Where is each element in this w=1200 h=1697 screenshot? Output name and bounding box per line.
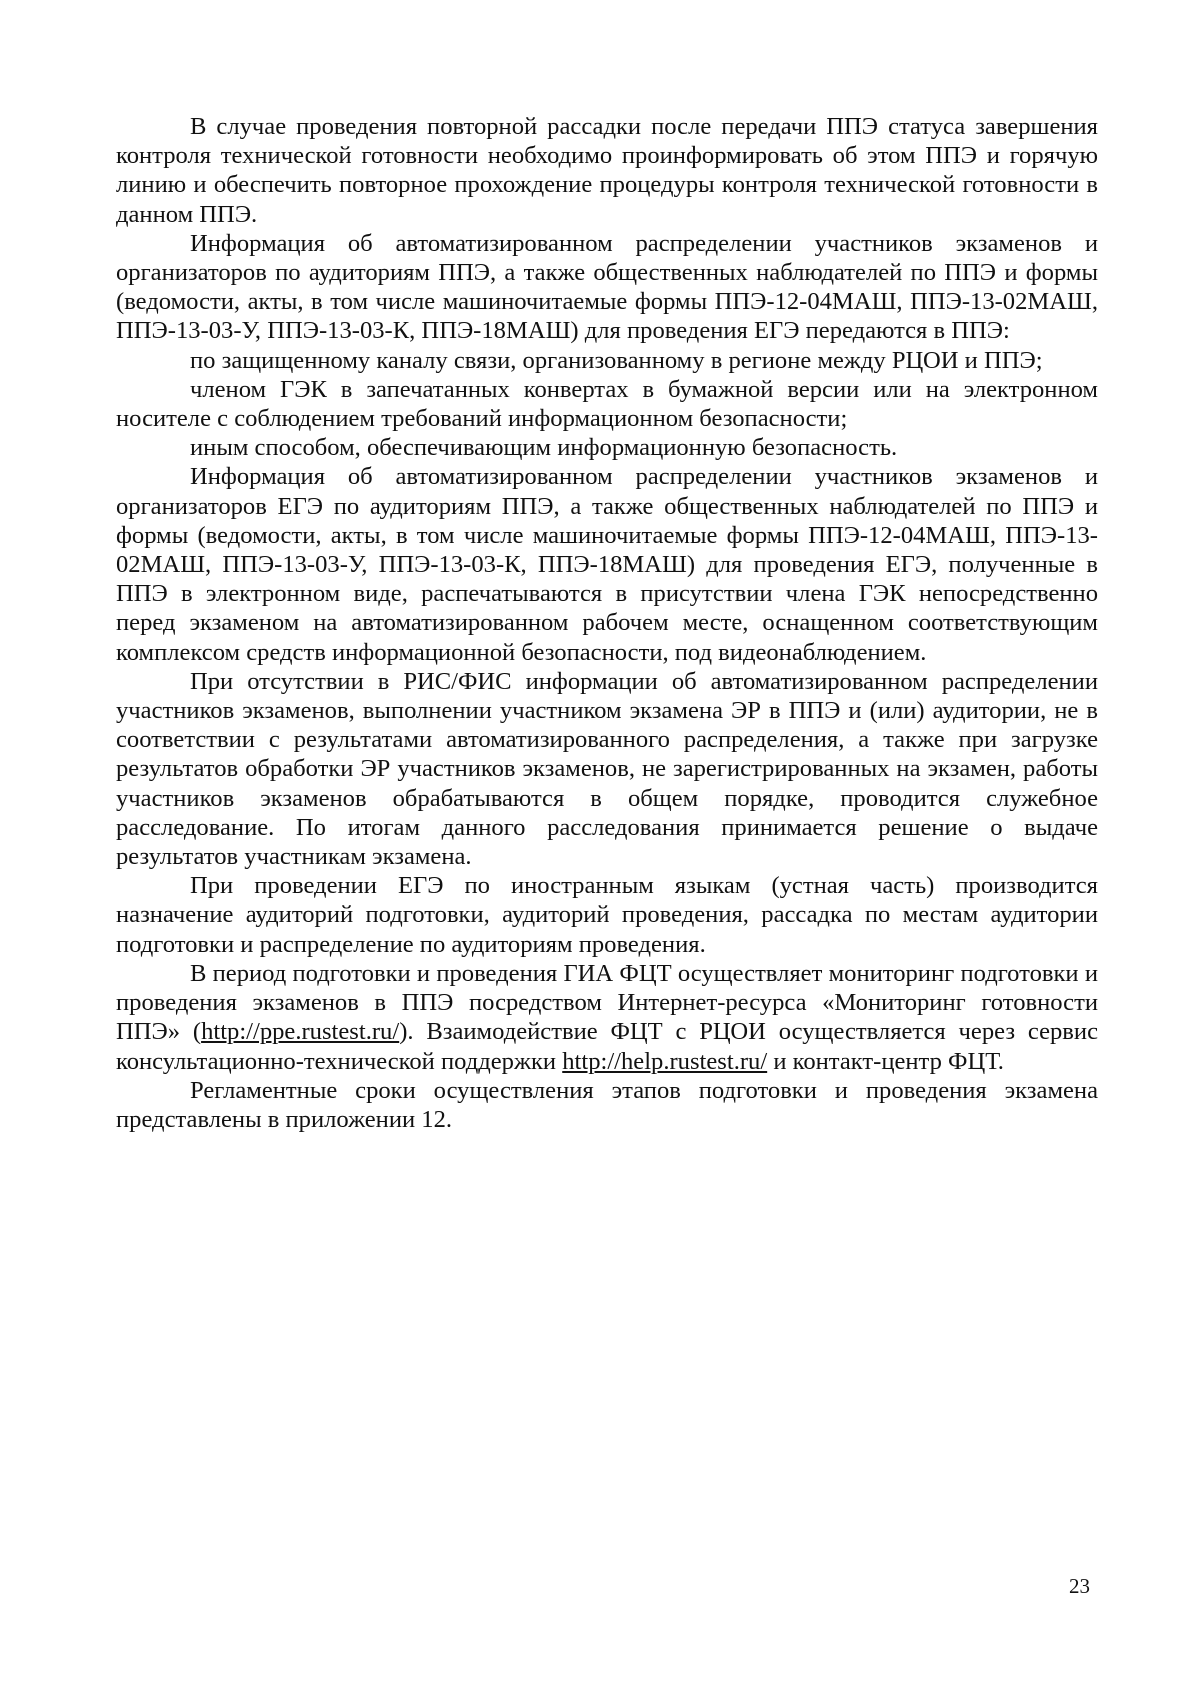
document-body	[116, 112, 1098, 1134]
paragraph-distribution-info: Информация об автоматизированном распределении участников экзаменов и организаторов по аудиториям ППЭ, а также общественных наблюдателей по ППЭ и формы (ведомости, акты, в том числе машиночитаемые формы ППЭ-12-04МАШ, ППЭ-13-02МАШ, ППЭ-13-03-У, ППЭ-13-03-К, ППЭ-18МАШ) для проведения ЕГЭ передаются в ППЭ:	[116, 229, 1098, 345]
paragraph-deadlines: Регламентные сроки осуществления этапов подготовки и проведения экзамена представлены в приложении 12.	[116, 1076, 1098, 1133]
paragraph-printing-forms: Информация об автоматизированном распределении участников экзаменов и организаторов ЕГЭ по аудиториям ППЭ, а также общественных наблюдателей по ППЭ и формы (ведомости, акты, в том числе машиночитаемые формы ППЭ-12-04МАШ, ППЭ-13-02МАШ, ППЭ-13-03-У, ППЭ-13-03-К, ППЭ-18МАШ) для проведения ЕГЭ, полученные в ППЭ в электронном виде, распечатываются в присутствии члена ГЭК непосредственно перед экзаменом на автоматизированном рабочем месте, оснащенном соответствующим комплексом средств информационной безопасности, под видеонаблюдением.	[116, 463, 1098, 666]
paragraph-secure-channel: по защищенному каналу связи, организованному в регионе между РЦОИ и ППЭ;	[190, 346, 1043, 374]
monitoring-text-2: ). Взаимодействие ФЦТ с РЦОИ осуществляется через сервис консультационно-технической поддержки	[116, 1018, 1098, 1075]
ppe-rustest-link[interactable]: http://ppe.rustest.ru/	[201, 1018, 400, 1046]
paragraph-other-method: иным способом, обеспечивающим информационную безопасность.	[190, 434, 898, 462]
monitoring-text-1: В период подготовки и проведения ГИА ФЦТ осуществляет мониторинг подготовки и проведения экзаменов в ППЭ посредством Интернет-ресурса «Мониторинг готовности ППЭ» (	[116, 959, 1098, 1046]
paragraph-gek-member: членом ГЭК в запечатанных конвертах в бумажной версии или на электронном носителе с соблюдением требований информационном безопасности;	[116, 375, 1098, 433]
paragraph-repeat-seating: В случае проведения повторной рассадки после передачи ППЭ статуса завершения контроля технической готовности необходимо проинформировать об этом ППЭ и горячую линию и обеспечить повторное прохождение процедуры контроля технической готовности в данном ППЭ.	[116, 113, 1098, 228]
help-rustest-link[interactable]: http://help.rustest.ru/	[562, 1047, 768, 1075]
paragraph-monitoring	[116, 959, 1098, 1076]
page-number: 23	[1069, 1574, 1090, 1598]
paragraph-foreign-languages: При проведении ЕГЭ по иностранным языкам (устная часть) производится назначение аудиторий подготовки, аудиторий проведения, рассадка по местам аудитории подготовки и распределение по аудиториям проведения.	[116, 872, 1098, 958]
paragraph-investigation: При отсутствии в РИС/ФИС информации об автоматизированном распределении участников экзаменов, выполнении участником экзамена ЭР в ППЭ и (или) аудитории, не в соответствии с результатами автоматизированного распределения, а также при загрузке результатов обработки ЭР участников экзаменов, не зарегистрированных на экзамен, работы участников экзаменов обрабатываются в общем порядке, проводится служебное расследование. По итогам данного расследования принимается решение о выдаче результатов участникам экзамена.	[116, 667, 1098, 871]
monitoring-text-3: и контакт-центр ФЦТ.	[767, 1047, 1004, 1075]
